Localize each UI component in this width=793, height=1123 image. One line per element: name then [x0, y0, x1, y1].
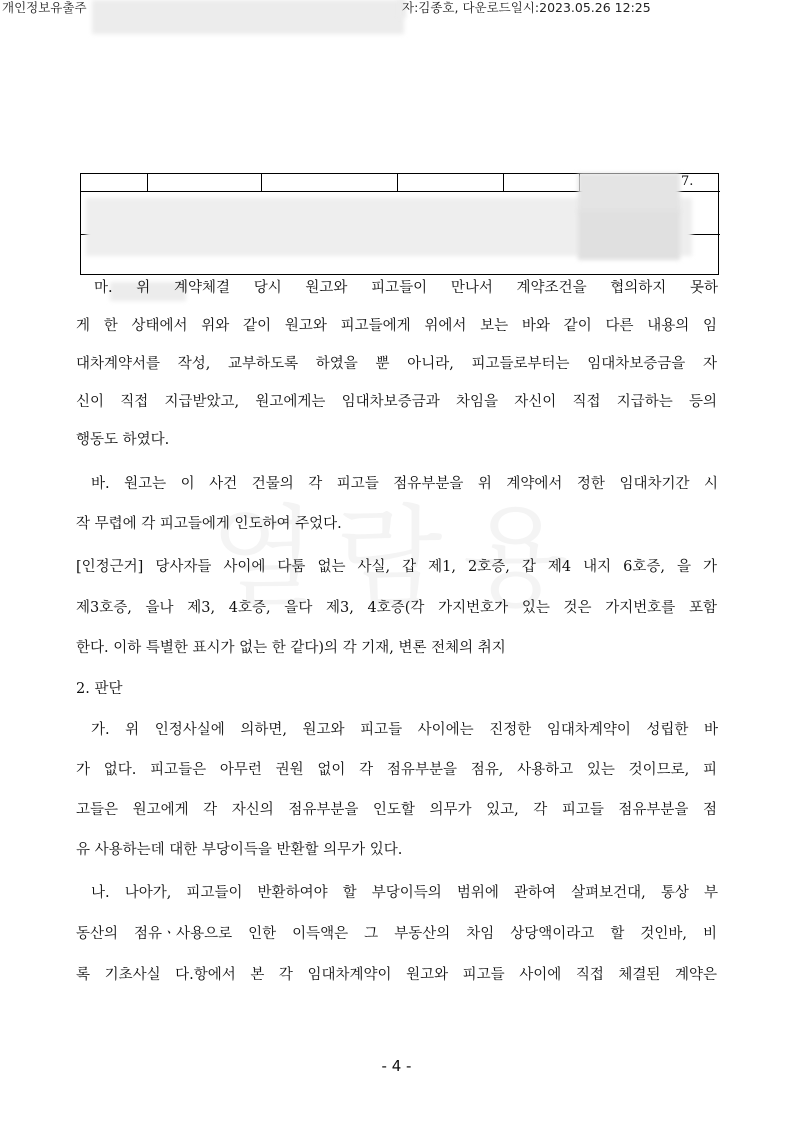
text-line: 마. 위 계약체결 당시 원고와 피고들이 만나서 계약조건을 협의하지 못하 — [94, 280, 718, 296]
text-line: 대차계약서를 작성, 교부하도록 하였을 뿐 아니라, 피고들로부터는 임대차보증금을 자 — [76, 356, 717, 372]
header-download-info: 자:김종호, 다운로드일시:2023.05.26 12:25 — [402, 0, 651, 15]
text-line: 제3호증, 을나 제3, 4호증, 을다 제3, 4호증(각 가지번호가 있는 것은 가지번호를 포함 — [76, 600, 717, 616]
text-line: 게 한 상태에서 위와 같이 원고와 피고들에게 위에서 보는 바와 같이 다른 내용의 임 — [76, 318, 717, 334]
table-col-divider — [397, 174, 398, 192]
redaction-block — [92, 0, 404, 34]
text-line: 가. 위 인정사실에 의하면, 원고와 피고들 사이에는 진정한 임대차계약이 성립한 바 — [91, 722, 718, 738]
table-right-border — [718, 173, 719, 275]
redaction-block — [578, 210, 680, 260]
text-line: 동산의 점유ㆍ사용으로 인한 이득액은 그 부동산의 차임 상당액이라고 할 것인바, 비 — [76, 926, 717, 942]
table-col-divider — [261, 174, 262, 192]
text-line: 록 기초사실 다.항에서 본 각 임대차계약이 원고와 피고들 사이에 직접 체결된 계약은 — [76, 967, 717, 983]
text-line: 한다. 이하 특별한 표시가 없는 한 같다)의 각 기재, 변론 전체의 취지 — [76, 640, 506, 656]
table-cell-text: 7. — [681, 174, 694, 189]
text-line: 신이 직접 지급받았고, 원고에게는 임대차보증금과 차임을 자신이 직접 지급하는 등의 — [76, 394, 717, 410]
section-heading: 2. 판단 — [76, 681, 123, 697]
table-col-divider — [503, 174, 504, 192]
page-number: - 4 - — [381, 1057, 412, 1075]
redaction-block — [578, 173, 680, 213]
text-line: 고들은 원고에게 각 자신의 점유부분을 인도할 의무가 있고, 각 피고들 점유부분을 점 — [76, 802, 717, 818]
text-line: 유 사용하는데 대한 부당이득을 반환할 의무가 있다. — [76, 842, 403, 858]
text-line: [인정근거] 당사자들 사이에 다툼 없는 사실, 갑 제1, 2호증, 갑 제4 내지 6호증, 을 가 — [76, 559, 717, 575]
text-line: 나. 나아가, 피고들이 반환하여야 할 부당이득의 범위에 관하여 살펴보건대, 통상 부 — [91, 885, 718, 901]
text-line: 바. 원고는 이 사건 건물의 각 피고들 점유부분을 위 계약에서 정한 임대차기간 시 — [91, 476, 718, 492]
header-left-text: 개인정보유출주 — [2, 0, 87, 15]
table-col-divider — [147, 174, 148, 192]
download-header — [0, 0, 793, 22]
text-line: 작 무렵에 각 피고들에게 인도하여 주었다. — [76, 516, 342, 532]
text-line: 가 없다. 피고들은 아무런 권원 없이 각 점유부분을 점유, 사용하고 있는 것이므로, 피 — [76, 762, 717, 778]
text-line: 행동도 하였다. — [76, 432, 170, 448]
